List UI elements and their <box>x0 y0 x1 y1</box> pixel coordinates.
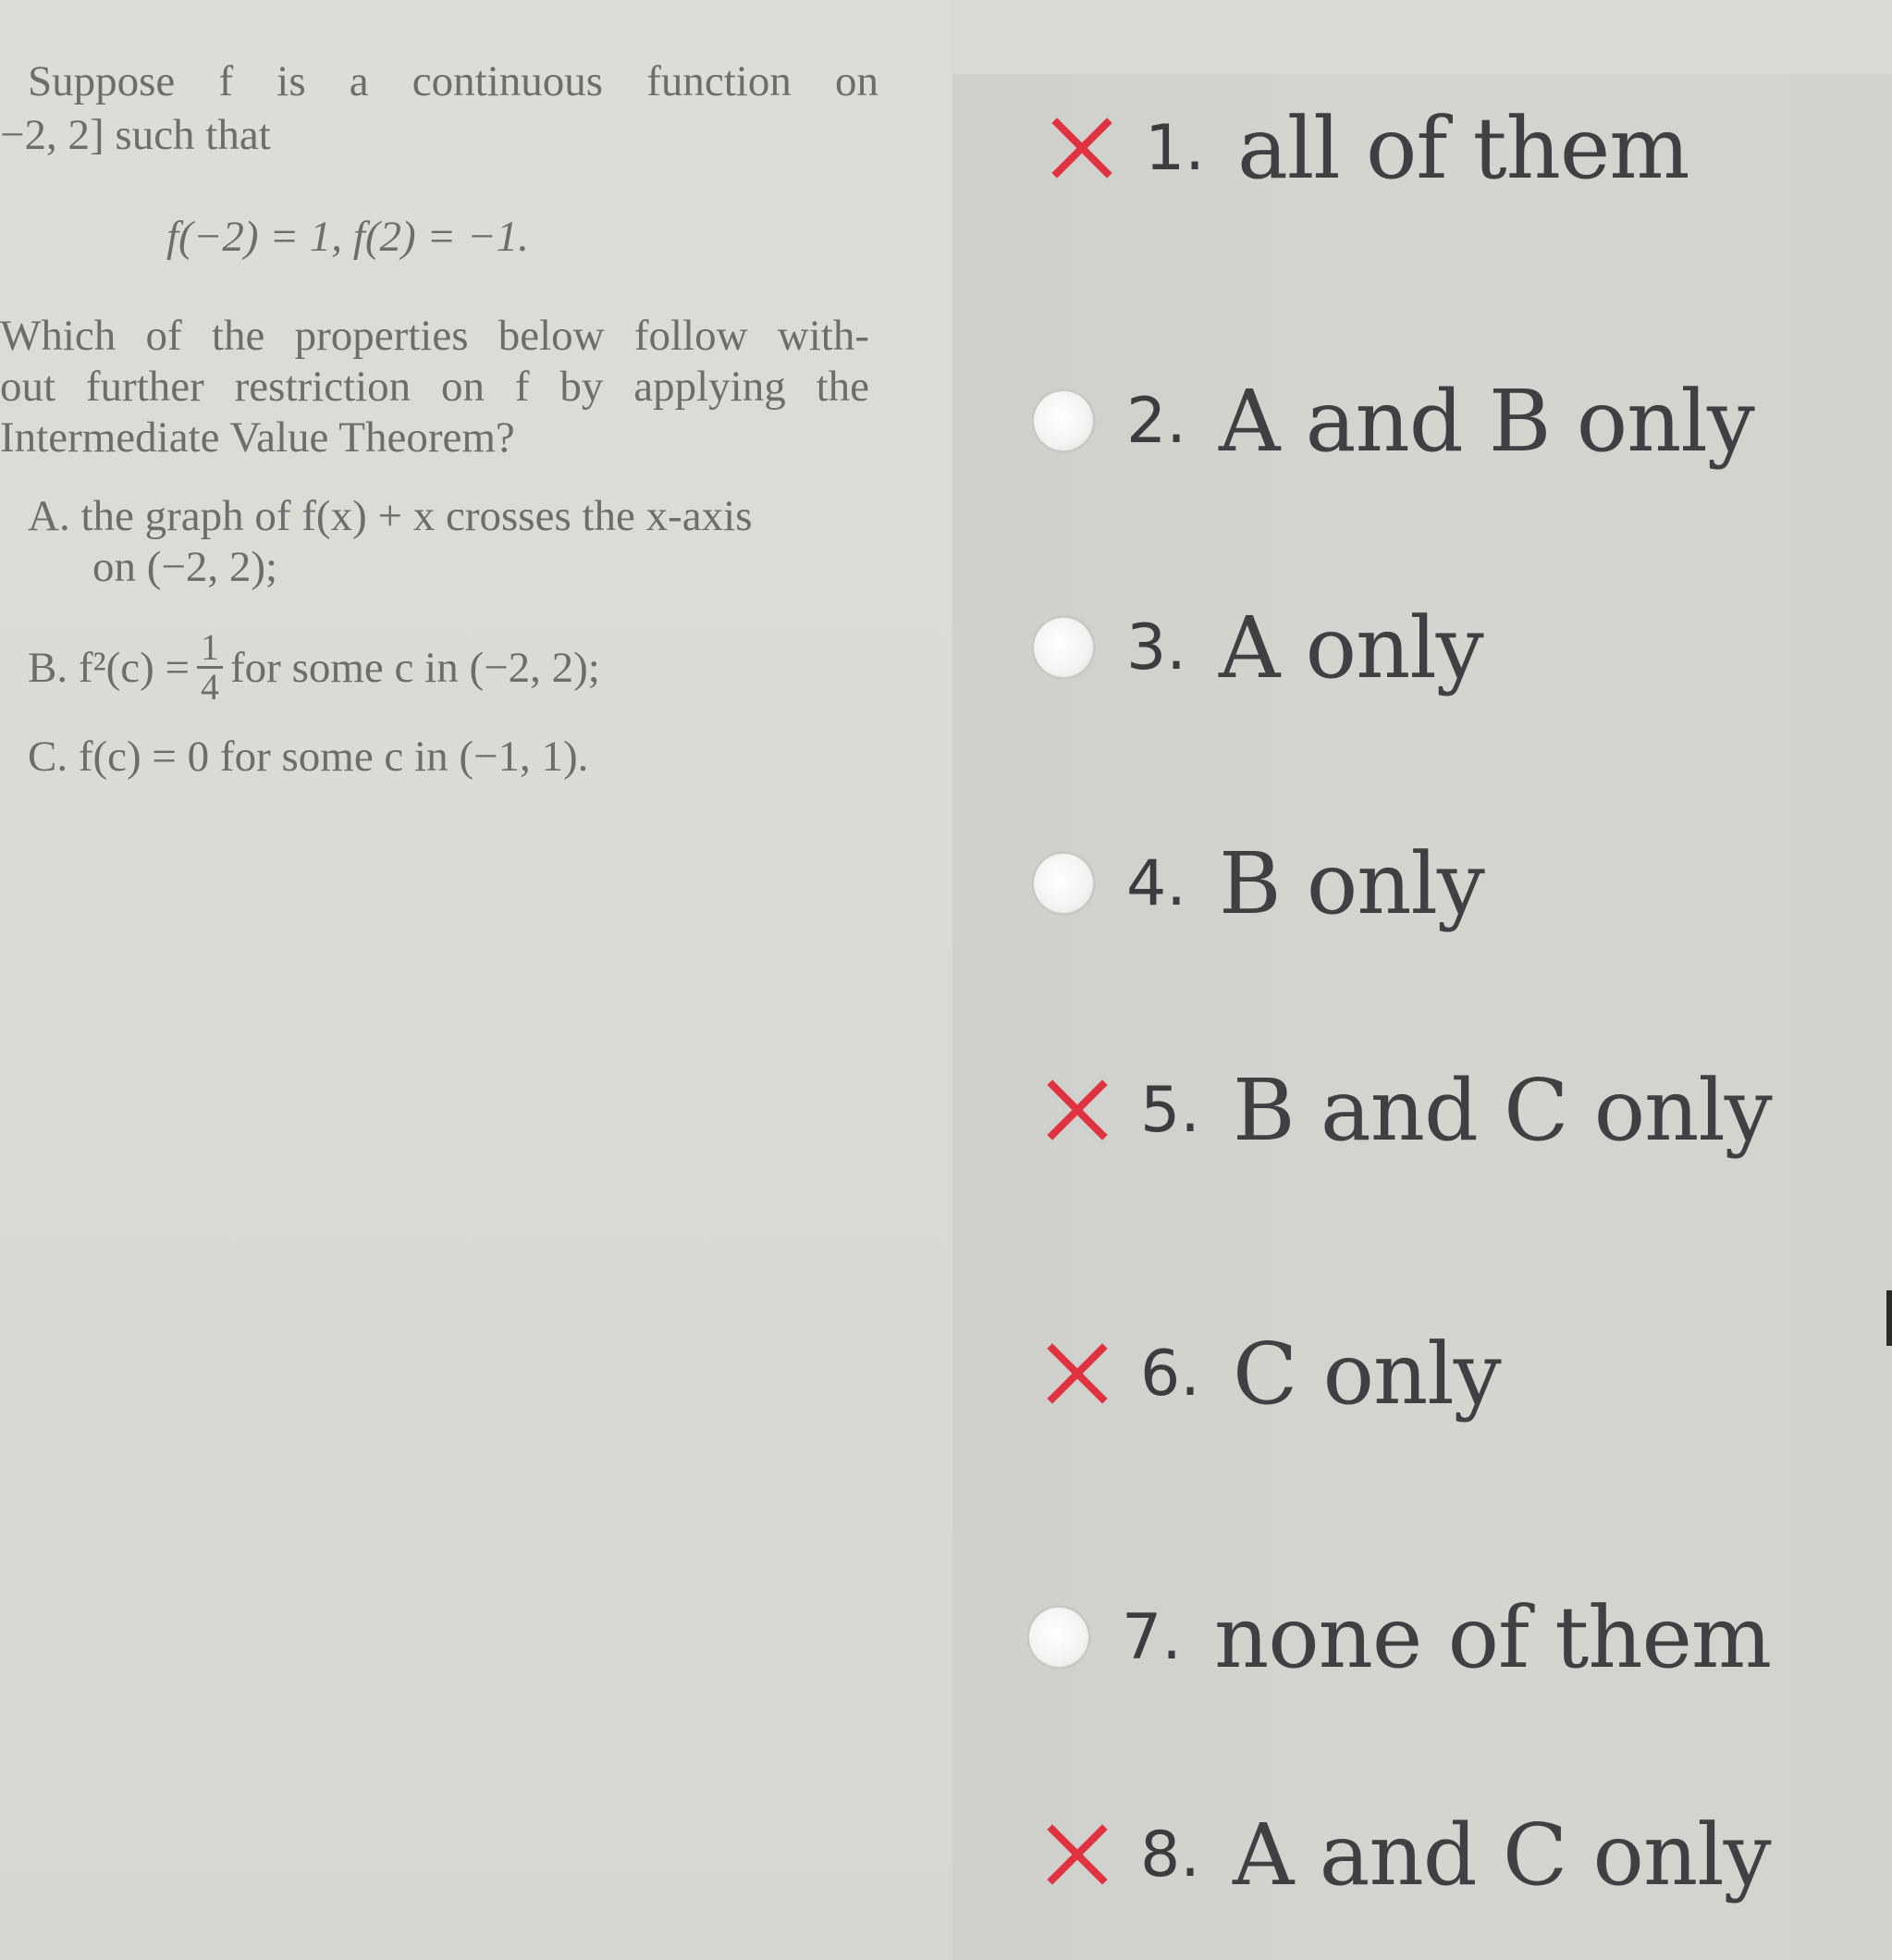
question-intro-line2: −2, 2] such that <box>0 111 271 159</box>
answer-option-2[interactable] <box>1026 365 1754 476</box>
answer-option-label: B and C only <box>1233 1060 1772 1160</box>
answer-option-number: 2. <box>1126 384 1186 458</box>
radio-icon[interactable] <box>1022 1600 1096 1674</box>
property-a-line2: on (−2, 2); <box>92 543 278 591</box>
answer-option-label: B only <box>1219 833 1484 933</box>
property-b-fraction <box>197 626 223 708</box>
property-a-line1: A. the graph of f(x) + x crosses the x-axis <box>28 492 753 540</box>
answer-option-number: 4. <box>1126 846 1186 920</box>
answer-option-label: none of them <box>1214 1587 1772 1687</box>
scrollbar-edge <box>1886 1290 1892 1346</box>
answer-option-4[interactable] <box>1026 828 1484 939</box>
property-b-prefix: B. f²(c) = <box>28 643 190 692</box>
property-b <box>28 626 600 708</box>
radio-icon[interactable] <box>1026 846 1100 920</box>
answer-option-number: 1. <box>1145 111 1205 185</box>
answer-option-5[interactable] <box>1040 1054 1772 1165</box>
answer-option-label: A and C only <box>1233 1805 1771 1905</box>
radio-button[interactable] <box>1031 615 1096 680</box>
answer-option-1[interactable] <box>1045 92 1689 203</box>
property-b-suffix: for some c in (−2, 2); <box>230 643 600 692</box>
question-condition: f(−2) = 1, f(2) = −1. <box>166 213 529 261</box>
answer-option-number: 5. <box>1140 1073 1200 1147</box>
x-icon <box>1040 1073 1114 1147</box>
answer-option-label: A and B only <box>1219 371 1754 471</box>
answer-option-7[interactable] <box>1022 1582 1771 1693</box>
question-intro-line1: Suppose f is a continuous function on <box>28 57 878 105</box>
x-icon <box>1040 1337 1114 1411</box>
radio-icon[interactable] <box>1026 384 1100 458</box>
answer-option-6[interactable] <box>1040 1318 1501 1429</box>
answer-option-number: 6. <box>1140 1337 1200 1411</box>
answer-option-number: 8. <box>1140 1818 1200 1892</box>
radio-button[interactable] <box>1031 851 1096 916</box>
answer-option-label: C only <box>1233 1324 1501 1424</box>
question-prompt-line3: Intermediate Value Theorem? <box>0 413 515 462</box>
radio-icon[interactable] <box>1026 610 1100 684</box>
radio-button[interactable] <box>1026 1605 1091 1670</box>
question-prompt-line2: out further restriction on f by applying the <box>0 363 869 411</box>
property-b-fraction-denominator: 4 <box>201 666 220 708</box>
x-icon <box>1040 1818 1114 1892</box>
question-prompt-line1: Which of the properties below follow with- <box>0 312 869 360</box>
property-c: C. f(c) = 0 for some c in (−1, 1). <box>28 733 589 781</box>
answer-option-label: all of them <box>1237 98 1689 198</box>
answer-option-number: 3. <box>1126 610 1186 684</box>
radio-button[interactable] <box>1031 388 1096 453</box>
x-icon <box>1045 111 1119 185</box>
answer-option-label: A only <box>1219 598 1483 697</box>
answer-option-8[interactable] <box>1040 1799 1771 1910</box>
answer-option-number: 7. <box>1122 1600 1182 1674</box>
answer-option-3[interactable] <box>1026 592 1483 703</box>
property-b-fraction-numerator: 1 <box>197 629 223 669</box>
